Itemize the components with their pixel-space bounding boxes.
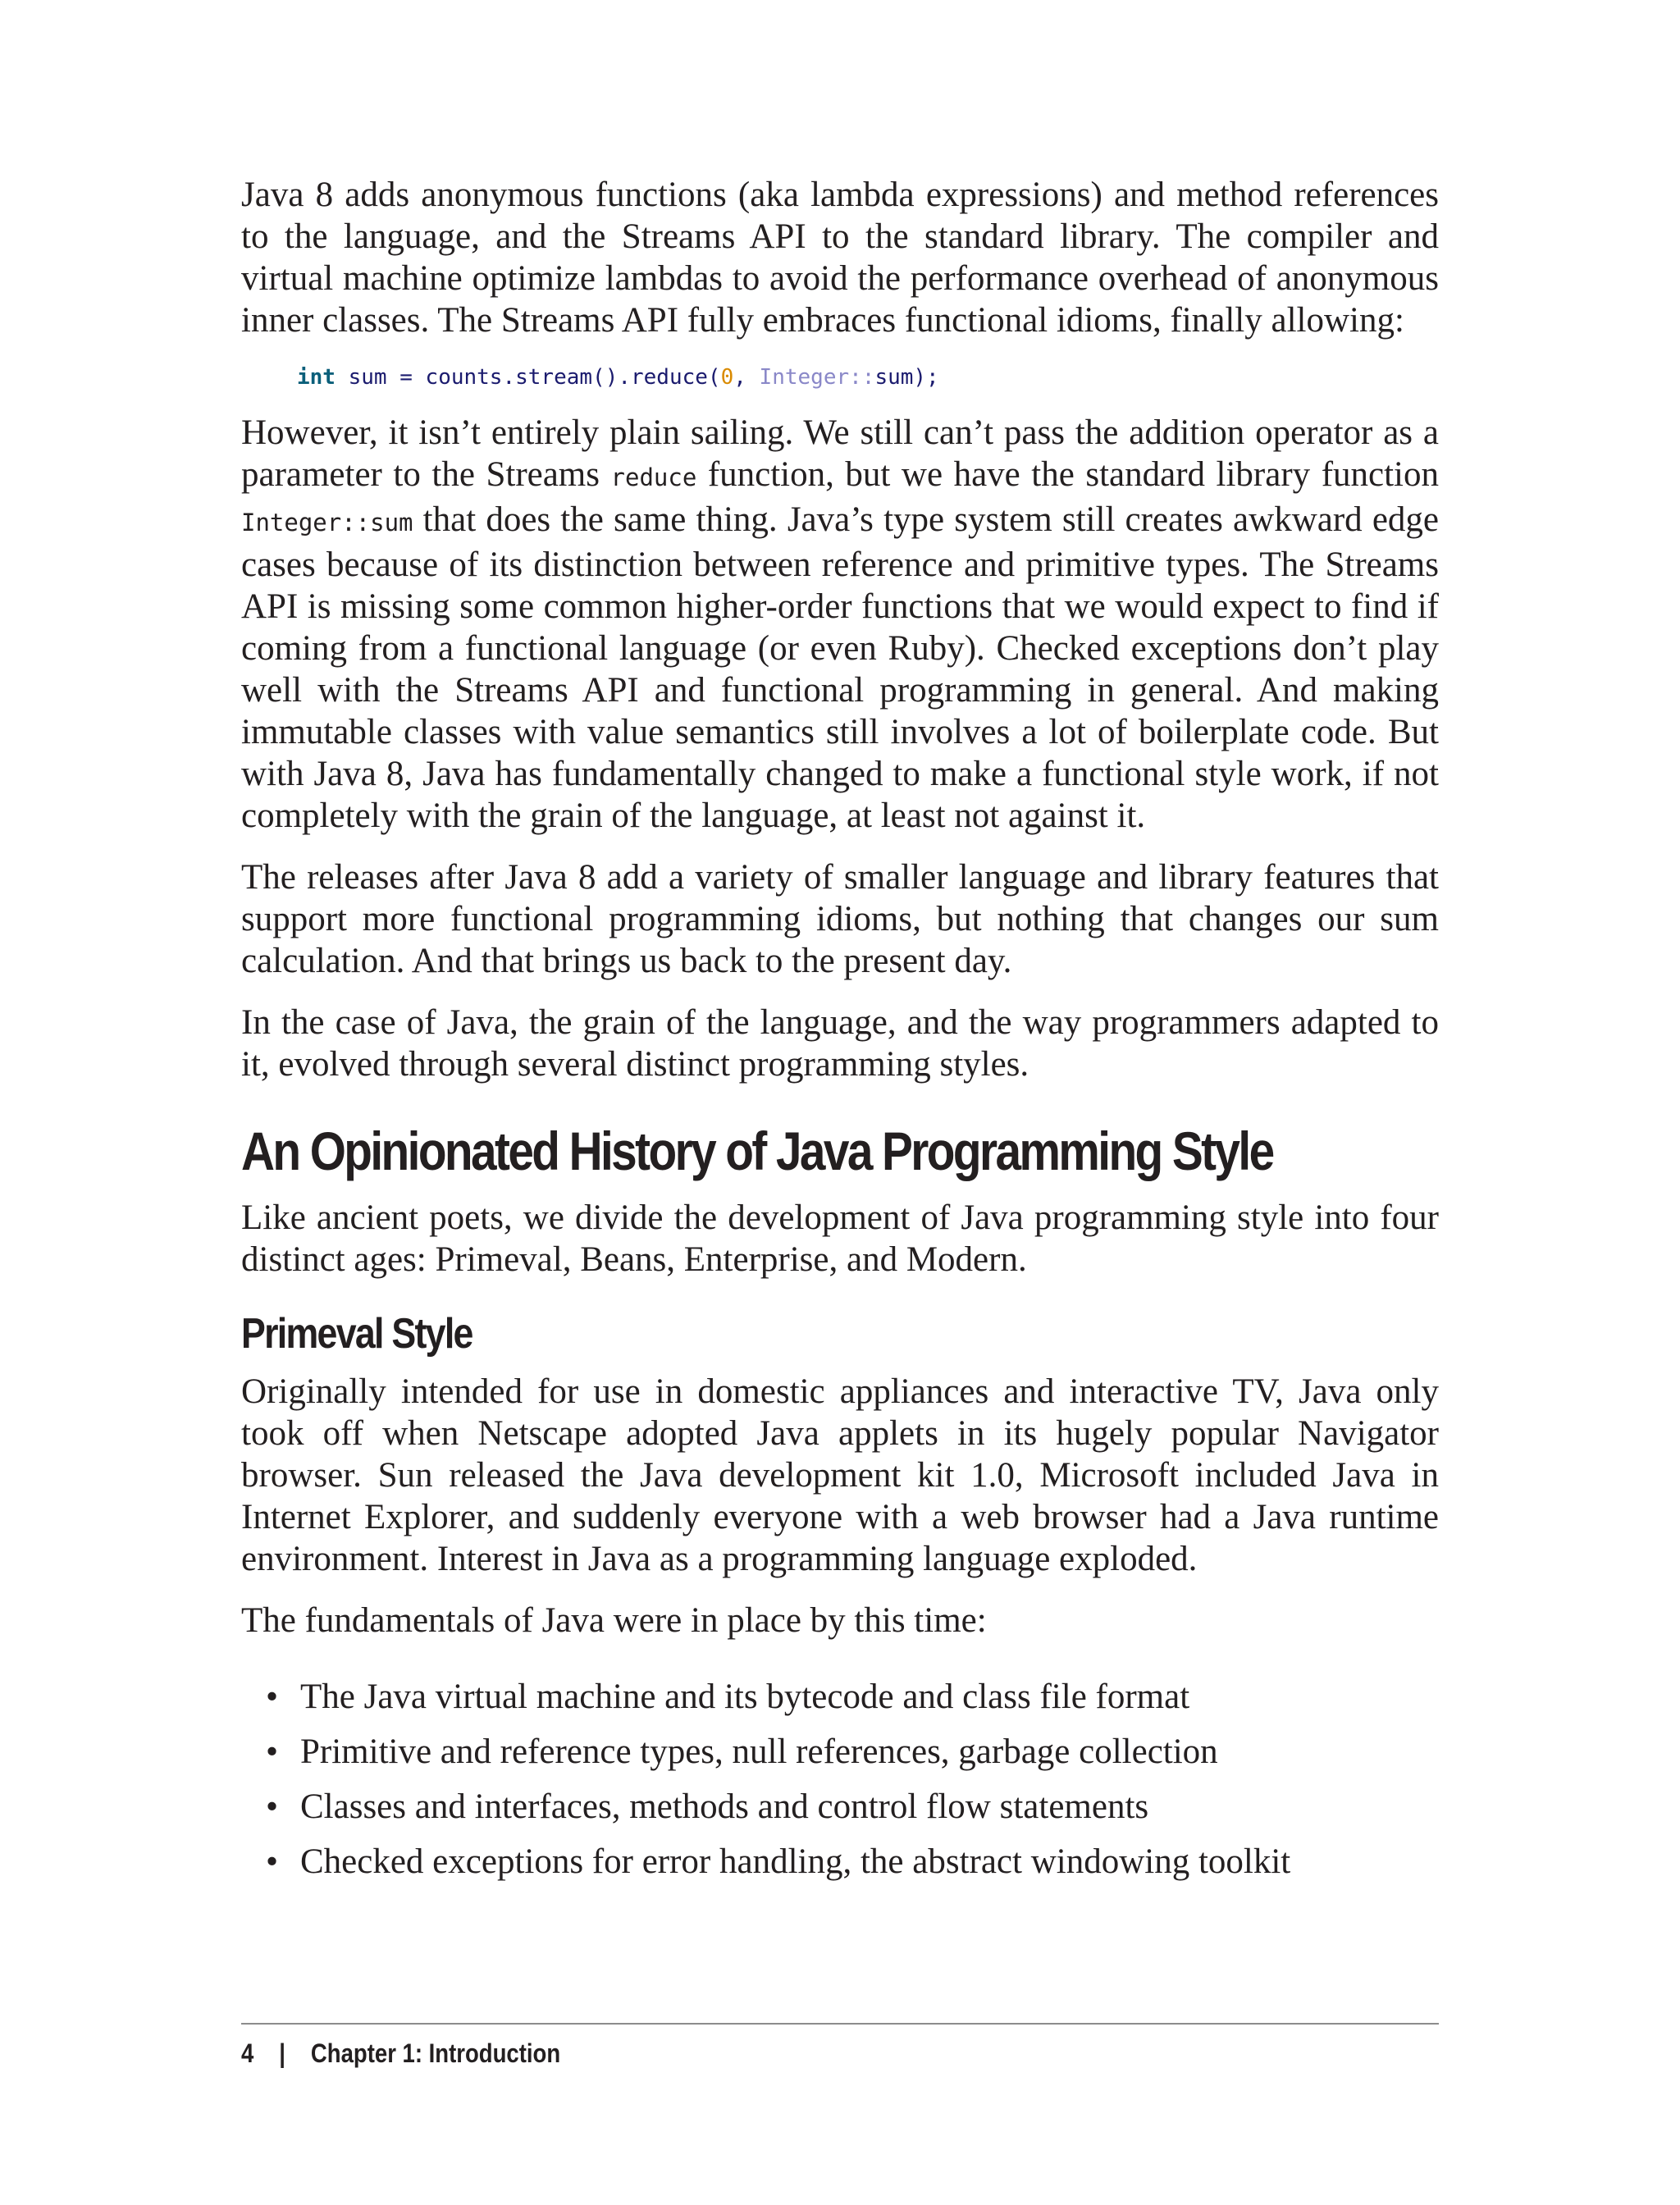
footer-divider	[241, 2023, 1439, 2025]
text-segment: that does the same thing. Java’s type system still creates awkward edge cases because of its distinction between reference and primitive types. The Streams API is missing some common higher-order functions that we would expect to find if coming from a functional language (or even Ruby). Checked exceptions don’t play well with the Streams API and functional programming in general. And making immutable classes with value semantics still involves a lot of boilerplate code. But with Java 8, Java has fundamentally changed to make a functional style work, if not completely with the grain of the language, at least not against it.	[241, 500, 1439, 835]
paragraph-releases-after-java8: The releases after Java 8 add a variety of smaller language and library features that support more functional programming idioms, but nothing that changes our sum calculation. And that brings us back to the present day.	[241, 858, 1439, 980]
subsection-heading: Primeval Style	[241, 1310, 472, 1358]
code-segment: ,	[733, 365, 760, 390]
list-item-text: Primitive and reference types, null references, garbage collection	[300, 1732, 1218, 1771]
paragraph-plain-sailing	[241, 412, 1439, 837]
paragraph-four-ages: Like ancient poets, we divide the development of Java programming style into four distinct ages: Primeval, Beans, Enterprise, and Modern.	[241, 1198, 1439, 1279]
text-segment: function, but we have the standard library function	[696, 455, 1439, 494]
chapter-title: Chapter 1: Introduction	[310, 2038, 561, 2068]
code-type: Integer::	[759, 365, 875, 390]
code-keyword: int	[297, 365, 336, 390]
paragraph-grain-of-language: In the case of Java, the grain of the language, and the way programmers adapted to it, evolved through several distinct programming styles.	[241, 1003, 1439, 1084]
list-item-text: Classes and interfaces, methods and control flow statements	[300, 1787, 1149, 1826]
footer-separator: |	[279, 2038, 285, 2068]
code-segment: sum = counts.stream().reduce(	[335, 365, 721, 390]
code-number: 0	[720, 365, 734, 390]
bullet-icon: •	[266, 1787, 279, 1826]
paragraph-fundamentals: The fundamentals of Java were in place by this time:	[241, 1601, 987, 1640]
code-block-sum-reduce	[297, 361, 1439, 394]
list-item	[241, 1841, 1439, 1883]
bullet-icon: •	[266, 1842, 279, 1881]
text-segment: However, it isn’t entirely plain sailing. We still can’t pass the addition operator as a parameter to the Streams	[241, 413, 1439, 494]
page-footer	[241, 2033, 560, 2074]
page-body	[241, 174, 1439, 1896]
fundamentals-list	[241, 1676, 1439, 1883]
list-item	[241, 1676, 1439, 1718]
inline-code-integer-sum: Integer::sum	[241, 509, 413, 536]
paragraph-java8-intro: Java 8 adds anonymous functions (aka lambda expressions) and method references to the language, and the Streams API to the standard library. The compiler and virtual machine optimize lambdas to avoid the performance overhead of anonymous inner classes. The Streams API fully embraces functional idioms, finally allowing:	[241, 176, 1439, 340]
code-segment: sum);	[874, 365, 939, 390]
list-item-text: Checked exceptions for error handling, the abstract windowing toolkit	[300, 1842, 1291, 1881]
list-item	[241, 1786, 1439, 1828]
section-heading: An Opinionated History of Java Programming Style	[241, 1121, 1273, 1181]
bullet-icon: •	[266, 1678, 279, 1716]
inline-code-reduce: reduce	[610, 463, 697, 491]
paragraph-primeval-origins: Originally intended for use in domestic appliances and interactive TV, Java only took off when Netscape adopted Java applets in its hugely popular Navigator browser. Sun released the Java development kit 1.0, Microsoft included Java in Internet Explorer, and suddenly everyone with a web browser had a Java runtime environment. Interest in Java as a programming language exploded.	[241, 1372, 1439, 1578]
bullet-icon: •	[266, 1732, 279, 1771]
list-item	[241, 1731, 1439, 1773]
page-number: 4	[241, 2038, 254, 2068]
list-item-text: The Java virtual machine and its bytecode and class file format	[300, 1678, 1190, 1716]
